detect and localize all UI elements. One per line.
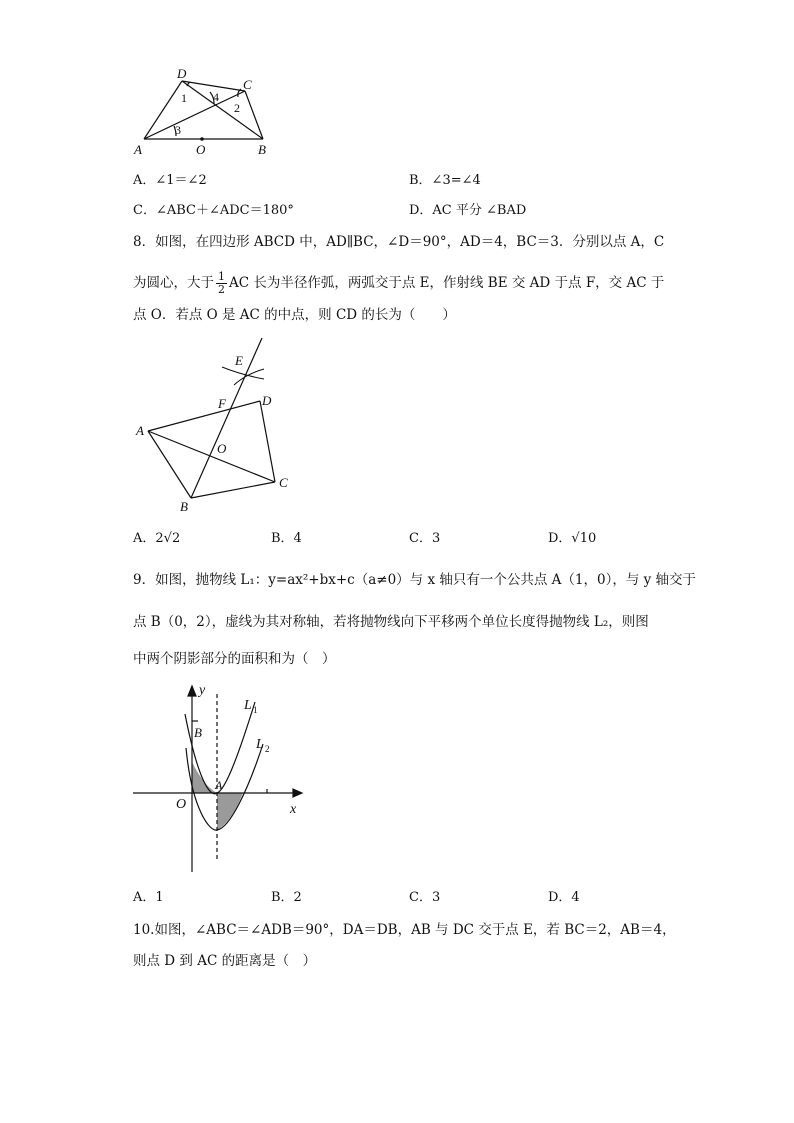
q8-option-b[interactable]: B．4	[271, 531, 302, 546]
q8-option-d[interactable]: D．√10	[548, 531, 597, 546]
q7-option-d[interactable]: D．AC 平分 ∠BAD	[409, 203, 527, 218]
q9-label-l1-sub: 1	[253, 705, 258, 715]
q8-label-f: F	[218, 396, 226, 411]
q8-line2-start: 为圆心，大于	[133, 275, 214, 291]
q8-label-c: C	[279, 475, 288, 490]
q9-shaded-region-left	[192, 762, 217, 793]
q9-label-l2-sub: 2	[265, 744, 270, 754]
q7-label-b: B	[258, 142, 266, 157]
q9-x-axis-arrow	[293, 789, 302, 797]
q10-question-line1: 10.如图，∠ABC＝∠ADB＝90°，DA＝DB，AB 与 DC 交于点 E，若 BC＝2，AB＝4，	[133, 922, 676, 938]
q7-label-o: O	[196, 142, 206, 157]
q7-label-c: C	[243, 77, 252, 92]
q8-label-d: D	[262, 393, 272, 408]
q7-angle-4: 4	[213, 90, 219, 104]
q8-arc-1	[222, 367, 264, 379]
q7-option-b[interactable]: B．∠3=∠4	[409, 173, 481, 188]
q8-edge-ab	[148, 431, 191, 498]
q8-ray-be	[191, 338, 262, 498]
q8-construction-figure	[130, 335, 295, 515]
q9-label-b: B	[194, 725, 202, 740]
q9-label-y: y	[199, 683, 206, 698]
q9-label-o: O	[176, 797, 187, 812]
q8-fraction-den: 2	[218, 283, 225, 296]
q9-label-l1: L	[244, 698, 252, 713]
q9-label-l2: L	[256, 737, 264, 752]
q7-edge-cb	[245, 91, 263, 139]
q9-label-x: x	[290, 802, 297, 817]
q7-label-a: A	[134, 142, 142, 157]
q8-label-b: B	[180, 499, 188, 514]
q9-option-c[interactable]: C．3	[409, 890, 441, 905]
q7-option-a[interactable]: A．∠1＝∠2	[133, 173, 207, 188]
q9-option-d[interactable]: D．4	[548, 890, 580, 905]
q9-question-line3: 中两个阴影部分的面积和为（ ）	[133, 651, 336, 667]
q9-label-a: A	[215, 778, 223, 792]
q8-edge-bc	[191, 482, 275, 498]
q8-fraction	[216, 271, 227, 296]
q8-line2-end: AC 长为半径作弧，两弧交于点 E，作射线 BE 交 AD 于点 F，交 AC 于	[229, 275, 665, 291]
q7-label-d: D	[177, 66, 187, 81]
q7-angle-1: 1	[181, 91, 187, 105]
q8-option-c[interactable]: C．3	[409, 531, 441, 546]
q7-option-c[interactable]: C．∠ABC＋∠ADC＝180°	[133, 203, 294, 218]
q8-edge-dc	[260, 401, 275, 482]
q9-question-line2: 点 B（0，2），虚线为其对称轴，若将抛物线向下平移两个单位长度得抛物线 L₂，则图	[133, 614, 649, 630]
q8-edge-ad	[148, 401, 260, 431]
q8-arc-2	[234, 369, 264, 385]
q9-parabola-figure	[130, 680, 310, 875]
q8-question-line3: 点 O．若点 O 是 AC 的中点，则 CD 的长为（ ）	[133, 307, 456, 323]
q8-fraction-num: 1	[218, 270, 225, 283]
q8-label-a: A	[136, 423, 144, 438]
q8-question-line1: 8．如图，在四边形 ABCD 中，AD∥BC，∠D＝90°，AD＝4，BC＝3．分别以点 A，C	[133, 234, 665, 250]
q8-label-e: E	[235, 353, 243, 368]
q8-question-line2	[133, 271, 664, 296]
q10-question-line2: 则点 D 到 AC 的距离是（ ）	[133, 953, 317, 969]
q9-y-axis-arrow	[188, 686, 196, 696]
q7-quadrilateral-figure	[130, 64, 280, 159]
q9-option-a[interactable]: A．1	[133, 890, 164, 905]
q7-angle-3: 3	[175, 123, 181, 137]
q7-point-o-dot	[200, 137, 204, 141]
q8-label-o: O	[217, 441, 227, 456]
q8-option-a[interactable]: A．2√2	[133, 531, 181, 546]
q9-question-line1: 9．如图，抛物线 L₁：y=ax²+bx+c（a≠0）与 x 轴只有一个公共点 A（1，0），与 y 轴交于	[133, 572, 697, 588]
q9-shaded-region-right	[217, 793, 243, 830]
q7-angle-2: 2	[234, 101, 240, 115]
q8-diagonal-ac	[148, 431, 275, 482]
q9-option-b[interactable]: B．2	[271, 890, 302, 905]
